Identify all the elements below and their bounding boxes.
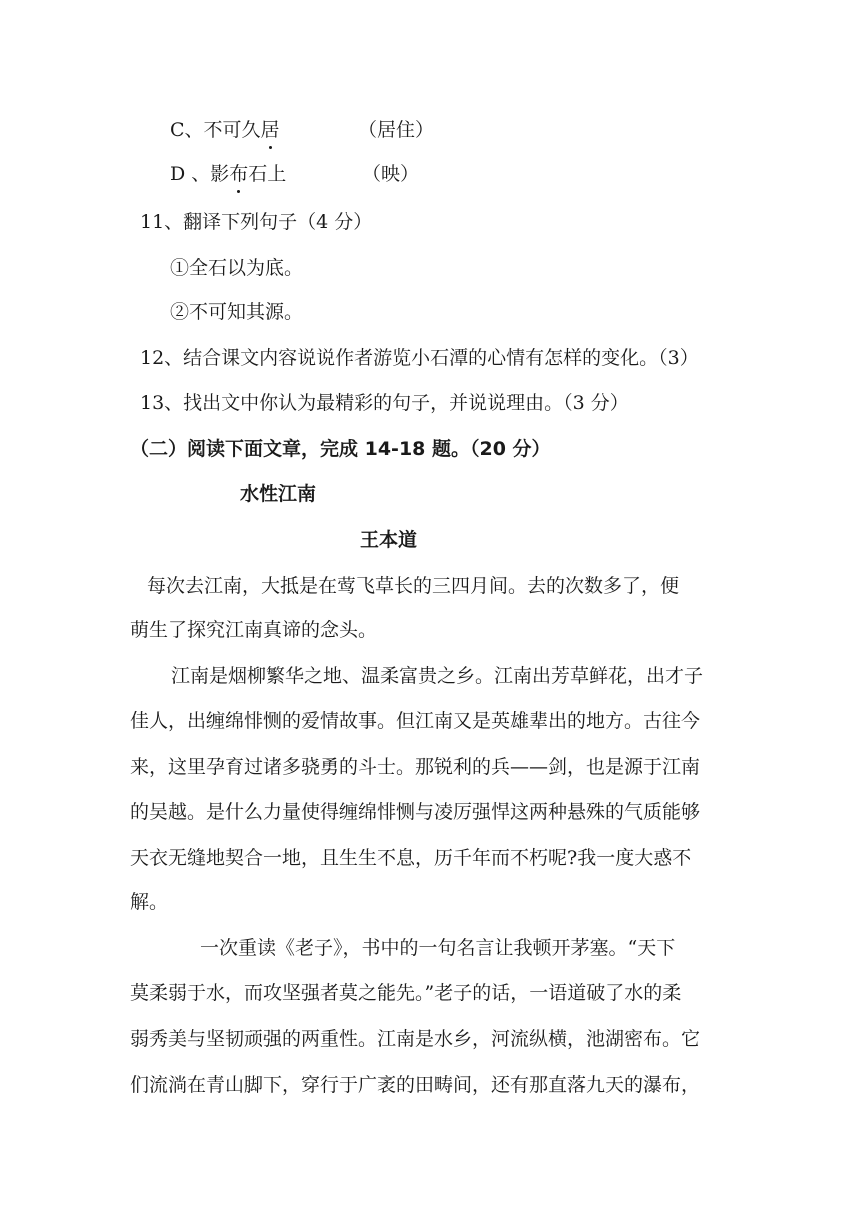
article-title: 水性江南	[240, 483, 317, 505]
question-12: 12、结合课文内容说说作者游览小石潭的心情有怎样的变化。（3）	[140, 347, 699, 369]
question-11-sentence-2: ②不可知其源。	[170, 301, 304, 323]
article-line: 每次去江南，大抵是在莺飞草长的三四月间。去的次数多了，便	[147, 575, 680, 597]
article-line: 江南是烟柳繁华之地、温柔富贵之乡。江南出芳草鲜花，出才子	[171, 665, 704, 687]
option-c	[170, 118, 280, 142]
option-d-dotted-char: 布	[229, 163, 249, 185]
article-line: 弱秀美与坚韧顽强的两重性。江南是水乡，河流纵横，池湖密布。它	[130, 1028, 701, 1050]
option-c-gloss: （居住）	[358, 119, 435, 141]
question-11-sentence-1: ①全石以为底。	[170, 257, 304, 279]
question-11-title: 11、翻译下列句子（4 分）	[140, 211, 373, 233]
article-line: 来，这里孕育过诸多骁勇的斗士。那锐利的兵——剑，也是源于江南	[130, 756, 701, 778]
article-line: 萌生了探究江南真谛的念头。	[130, 619, 378, 641]
option-d	[170, 162, 286, 186]
question-13: 13、找出文中你认为最精彩的句子，并说说理由。（3 分）	[140, 392, 629, 414]
article-line: 一次重读《老子》，书中的一句名言让我顿开茅塞。“天下	[200, 937, 676, 959]
option-d-text: D 、影	[170, 163, 230, 185]
article-line: 莫柔弱于水，而攻坚强者莫之能先。”老子的话，一语道破了水的柔	[130, 982, 682, 1004]
article-line: 解。	[130, 891, 169, 913]
section-2-heading: （二）阅读下面文章，完成 14-18 题。（20 分）	[130, 438, 551, 460]
article-author: 王本道	[360, 529, 418, 551]
article-line: 佳人，出缠绵悱恻的爱情故事。但江南又是英雄辈出的地方。古往今	[130, 710, 701, 732]
option-c-dotted-char: 居	[260, 119, 280, 141]
option-d-gloss: （映）	[362, 163, 420, 185]
option-c-text: C、不可久	[170, 119, 261, 141]
article-line: 的吴越。是什么力量使得缠绵悱恻与凌厉强悍这两种悬殊的气质能够	[130, 801, 701, 823]
option-d-text-after: 石上	[248, 163, 287, 185]
article-line: 天衣无缝地契合一地，且生生不息，历千年而不朽呢?我一度大惑不	[130, 847, 692, 869]
article-line: 们流淌在青山脚下，穿行于广袤的田畴间，还有那直落九天的瀑布，	[130, 1074, 701, 1096]
